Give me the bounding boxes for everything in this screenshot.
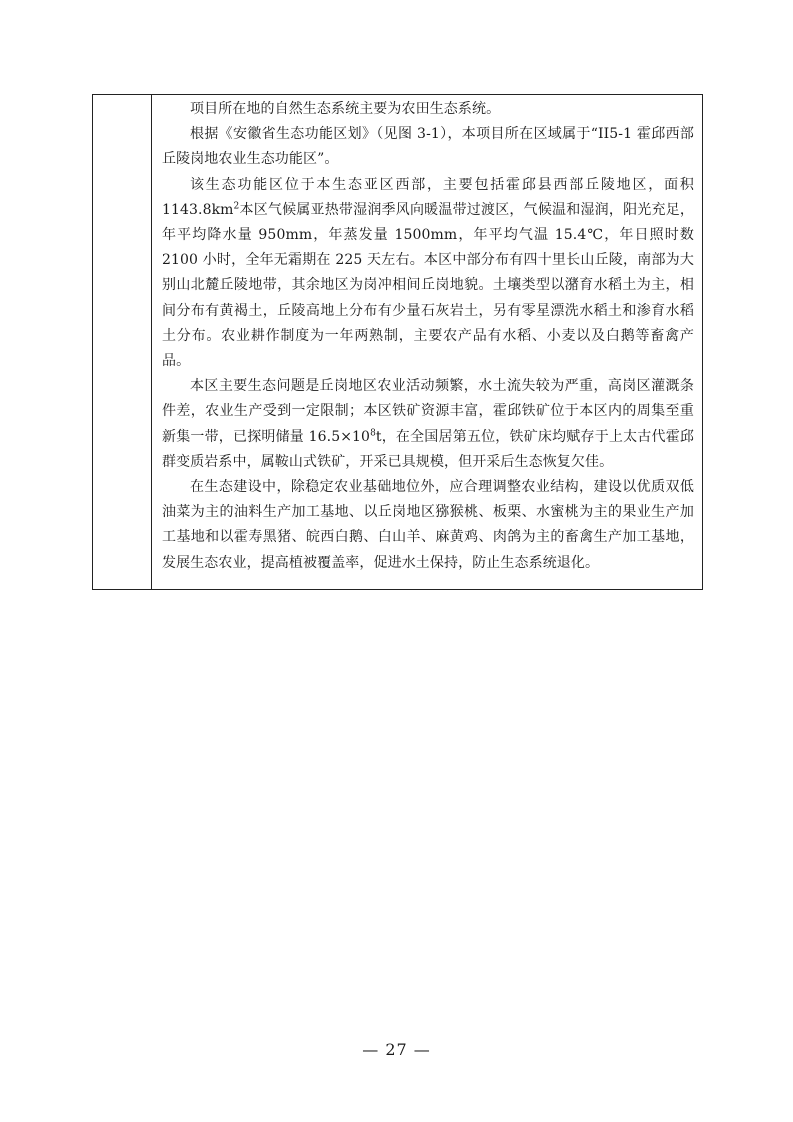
reserve-exponent-superscript: 8	[370, 427, 376, 438]
paragraph-zone-description	[162, 173, 694, 375]
table-label-column	[93, 95, 152, 589]
problems-text-part1: 本区主要生态问题是丘岗地区农业活动频繁，水土流失较为严重，高岗区灌溉条件差，农业生产受到一定限制；本区铁矿资源丰富，霍邱铁矿位于本区内的周集至重新集一带，已探明储量 16.5×10	[162, 378, 694, 445]
paragraph-function-zone: 根据《安徽省生态功能区划》（见图 3-1），本项目所在区域属于“II5-1 霍邱西部丘陵岗地农业生态功能区”。	[162, 126, 694, 168]
area-unit-superscript: 2	[233, 201, 240, 212]
paragraph-ecological-construction: 在生态建设中，除稳定农业基础地位外，应合理调整农业结构，建设以优质双低油菜为主的油料生产加工基地、以丘岗地区猕猴桃、板栗、水蜜桃为主的果业生产加工基地和以霍寿黑猪、皖西白鹅、白山羊、麻黄鸡、肉鸽为主的畜禽生产加工基地，发展生态农业，提高植被覆盖率，促进水土保持，防止生态系统退化。	[162, 479, 694, 571]
zone-climate-text: 本区气候属亚热带湿润季风向暖温带过渡区，气候温和湿润，阳光充足，年平均降水量 950mm，年蒸发量 1500mm，年平均气温 15.4℃，年日照时数 2100 小时，全年无霜期在 225 天左右。本区中部分布有四十里长山丘陵，南部为大别山北麓丘陵地带，其余地区为岗冲相间丘岗地貌。土壤类型以潴育水稻土为主，相间分布有黄褐土，丘陵高地上分布有少量石灰岩土，另有零星漂洗水稻土和渗育水稻土分布。农业耕作制度为一年两熟制，主要农产品有水稻、小麦以及白鹅等畜禽产品。	[162, 201, 694, 370]
paragraph-ecological-problems	[162, 374, 694, 475]
table-content-cell	[152, 95, 702, 589]
zone-area-text: 该生态功能区位于本生态亚区西部，主要包括霍邱县西部丘陵地区，面积 1143.8km	[162, 176, 694, 218]
content-table	[92, 94, 703, 590]
problems-text-part2: t，在全国居第五位，铁矿床均赋存于上太古代霍邱群变质岩系中，属鞍山式铁矿，开采已具规模，但开采后生态恢复欠佳。	[162, 428, 694, 470]
page-number: — 27 —	[362, 1040, 431, 1059]
paragraph-ecosystem: 项目所在地的自然生态系统主要为农田生态系统。	[190, 101, 501, 117]
